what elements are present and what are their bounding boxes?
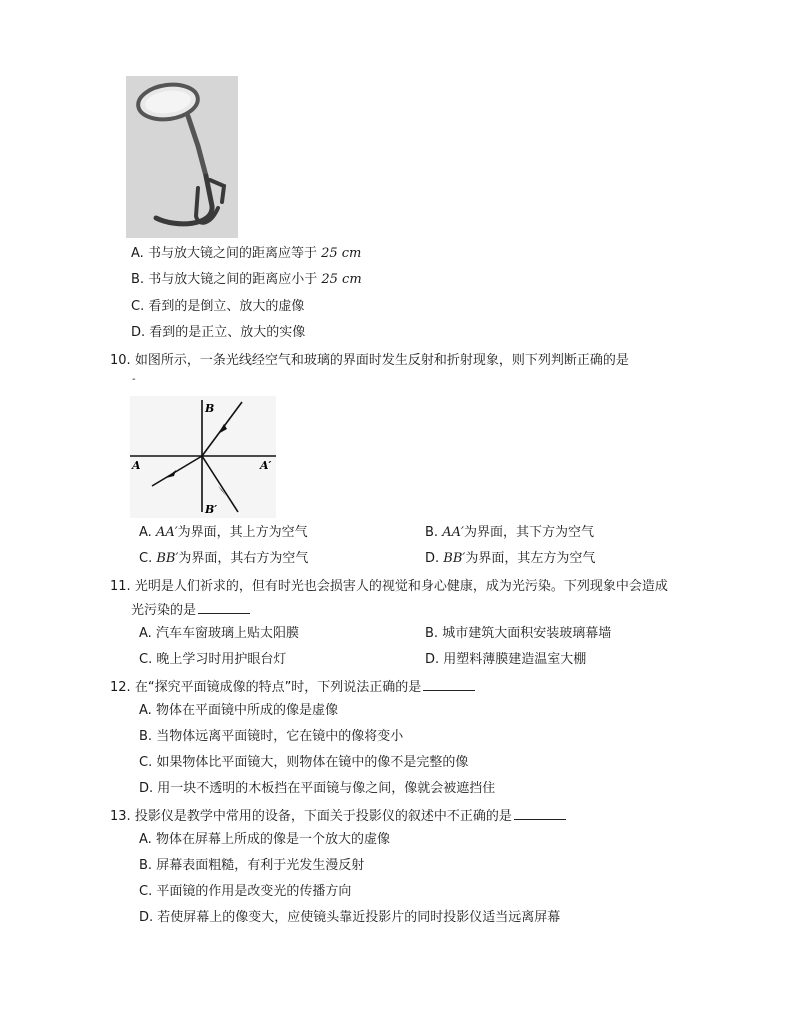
q9-option-a[interactable]: [131, 245, 361, 263]
option-text: 如果物体比平面镜大，则物体在镜中的像不是完整的像: [156, 755, 469, 770]
option-text: 为界面，其上方为空气: [177, 525, 308, 540]
q11-option-d[interactable]: [425, 651, 586, 669]
option-label: B.: [139, 729, 153, 744]
q10-option-c[interactable]: [139, 550, 308, 568]
q10-stem: [110, 352, 629, 370]
option-label: C.: [139, 884, 153, 899]
q11-option-a[interactable]: [139, 625, 299, 643]
refraction-diagram-svg: [130, 396, 276, 518]
magnifier-illustration: [126, 76, 238, 238]
q9-option-c[interactable]: [131, 298, 304, 316]
label-b: B: [205, 402, 215, 415]
option-label: C.: [139, 652, 153, 667]
q13-option-c[interactable]: [139, 883, 351, 901]
option-label: D.: [425, 551, 440, 566]
q10-option-b[interactable]: [425, 524, 594, 542]
q12-option-a[interactable]: [139, 702, 338, 720]
option-label: B.: [425, 626, 439, 641]
option-text: 物体在屏幕上所成的像是一个放大的虚像: [155, 832, 390, 847]
question-text: 光明是人们祈求的，但有时光也会损害人的视觉和身心健康，成为光污染。下列现象中会造成: [134, 579, 668, 594]
answer-blank[interactable]: [423, 678, 475, 691]
q12-option-b[interactable]: [139, 728, 403, 746]
q11-stem-line2: [131, 601, 250, 620]
q10-option-a[interactable]: [139, 524, 308, 542]
option-math: BB′: [156, 551, 179, 566]
question-text: 如图所示，一条光线经空气和玻璃的界面时发生反射和折射现象，则下列判断正确的是: [134, 353, 629, 368]
question-number: 13.: [110, 809, 131, 824]
q9-option-d[interactable]: [131, 324, 305, 342]
question-text: 光污染的是: [131, 603, 197, 618]
option-label: A.: [139, 832, 152, 847]
option-label: A.: [131, 246, 144, 261]
q9-option-b[interactable]: [131, 271, 362, 289]
option-text: 汽车车窗玻璃上贴太阳膜: [155, 626, 299, 641]
q11-stem: [110, 578, 668, 596]
option-label: A.: [139, 626, 152, 641]
option-label: C.: [131, 299, 145, 314]
option-text: 用一块不透明的木板挡在平面镜与像之间，像就会被遮挡住: [157, 781, 496, 796]
question-text: 在“探究平面镜成像的特点”时，下列说法正确的是: [134, 680, 422, 695]
q12-option-c[interactable]: [139, 754, 468, 772]
option-label: D.: [139, 910, 154, 925]
q11-option-c[interactable]: [139, 651, 286, 669]
option-text: 书与放大镜之间的距离应小于: [148, 272, 318, 287]
option-label: D.: [425, 652, 440, 667]
q10-stem-tail: -: [132, 374, 136, 385]
option-text: 为界面，其左方为空气: [465, 551, 596, 566]
option-math: AA′: [155, 525, 178, 540]
q13-option-b[interactable]: [139, 857, 364, 875]
q13-stem: [110, 807, 566, 826]
question-number: 10.: [110, 353, 131, 368]
option-text: 城市建筑大面积安装玻璃幕墙: [442, 626, 612, 641]
question-text: 投影仪是教学中常用的设备，下面关于投影仪的叙述中不正确的是: [134, 809, 512, 824]
option-text: 用塑料薄膜建造温室大棚: [443, 652, 587, 667]
option-text: 晚上学习时用护眼台灯: [156, 652, 287, 667]
option-math: AA′: [442, 525, 464, 540]
option-label: A.: [139, 525, 152, 540]
option-label: B.: [139, 858, 153, 873]
magnifier-photo: [126, 76, 238, 238]
option-text: 物体在平面镜中所成的像是虚像: [155, 703, 338, 718]
q12-option-d[interactable]: [139, 780, 495, 798]
option-value: 25 cm: [321, 272, 362, 287]
option-math: BB′: [443, 551, 466, 566]
q12-stem: [110, 678, 475, 697]
question-number: 11.: [110, 579, 131, 594]
label-a-prime: A′: [260, 459, 272, 472]
option-text: 当物体远离平面镜时，它在镜中的像将变小: [156, 729, 404, 744]
label-b-prime: B′: [205, 503, 218, 516]
option-label: B.: [425, 525, 439, 540]
label-a: A: [132, 459, 141, 472]
answer-blank[interactable]: [198, 601, 250, 614]
option-text: 为界面，其右方为空气: [178, 551, 309, 566]
option-text: 若使屏幕上的像变大，应使镜头靠近投影片的同时投影仪适当远离屏幕: [157, 910, 561, 925]
option-label: B.: [131, 272, 145, 287]
option-label: D.: [131, 325, 146, 340]
q10-option-d[interactable]: [425, 550, 595, 568]
refraction-diagram: [130, 396, 276, 518]
option-label: C.: [139, 755, 153, 770]
option-text: 屏幕表面粗糙，有利于光发生漫反射: [156, 858, 365, 873]
option-label: D.: [139, 781, 154, 796]
option-text: 看到的是倒立、放大的虚像: [148, 299, 305, 314]
q13-option-a[interactable]: [139, 831, 390, 849]
option-text: 看到的是正立、放大的实像: [149, 325, 306, 340]
q11-option-b[interactable]: [425, 625, 611, 643]
option-text: 书与放大镜之间的距离应等于: [147, 246, 317, 261]
option-text: 为界面，其下方为空气: [463, 525, 594, 540]
option-label: A.: [139, 703, 152, 718]
option-text: 平面镜的作用是改变光的传播方向: [156, 884, 352, 899]
q13-option-d[interactable]: [139, 909, 560, 927]
option-label: C.: [139, 551, 153, 566]
option-value: 25 cm: [321, 246, 362, 261]
answer-blank[interactable]: [514, 807, 566, 820]
question-number: 12.: [110, 680, 131, 695]
